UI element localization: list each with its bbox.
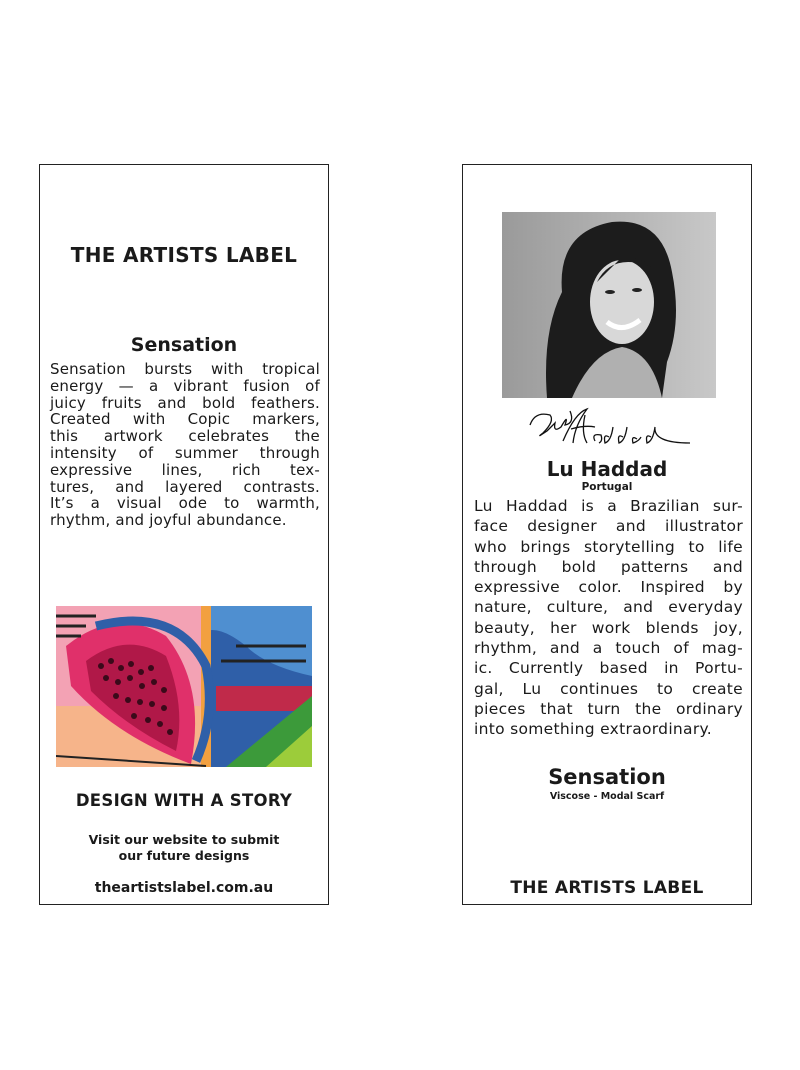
bio-line: nature, culture, and everyday <box>474 598 743 617</box>
description-line: expressive lines, rich tex- <box>50 460 320 479</box>
description-line: energy — a vibrant fusion of <box>50 376 320 395</box>
bio-line: pieces that turn the ordinary <box>474 699 743 718</box>
bio-line: into something extraordinary. <box>474 720 713 739</box>
bio-line: expressive color. Inspired by <box>474 578 743 597</box>
bio-line: Lu Haddad is a Brazilian sur- <box>474 497 743 515</box>
bio-line: beauty, her work blends joy, <box>474 618 743 637</box>
product-material: Viscose - Modal Scarf <box>549 791 665 802</box>
cta-line: our future designs <box>118 848 250 863</box>
artist-location: Portugal <box>581 481 633 493</box>
product-name: Sensation <box>548 765 666 789</box>
right-label-card <box>462 164 752 905</box>
description-line: this artwork celebrates the <box>50 427 320 446</box>
artist-photo <box>502 212 716 398</box>
brand-footer: THE ARTISTS LABEL <box>510 878 704 898</box>
tagline: DESIGN WITH A STORY <box>75 791 293 810</box>
website-link[interactable]: theartistslabel.com.au <box>94 880 274 896</box>
brand-title: THE ARTISTS LABEL <box>70 243 298 267</box>
bio-line: rhythm, and a touch of mag- <box>474 639 743 658</box>
artist-bio <box>474 496 743 740</box>
design-name: Sensation <box>130 334 238 356</box>
bio-line: ic. Currently based in Portu- <box>474 659 743 678</box>
description-line: It’s a visual ode to warmth, <box>50 494 320 513</box>
design-description <box>50 361 320 529</box>
left-label-card <box>39 164 329 905</box>
description-line: Sensation bursts with tropical <box>50 360 320 378</box>
cta-line: Visit our website to submit <box>88 832 280 847</box>
description-line: rhythm, and joyful abundance. <box>50 511 287 530</box>
bio-line: face designer and illustrator <box>474 517 743 536</box>
description-line: intensity of summer through <box>50 443 320 462</box>
bio-line: who brings storytelling to life <box>474 537 743 556</box>
description-line: tures, and layered contrasts. <box>50 477 320 496</box>
cta-text <box>40 832 328 864</box>
bio-line: through bold patterns and <box>474 557 743 576</box>
artwork-image <box>56 606 312 767</box>
artist-name: Lu Haddad <box>546 457 668 481</box>
bio-line: gal, Lu continues to create <box>474 679 743 698</box>
artist-signature <box>525 403 695 451</box>
description-line: juicy fruits and bold feathers. <box>50 393 320 412</box>
description-line: Created with Copic markers, <box>50 410 320 429</box>
